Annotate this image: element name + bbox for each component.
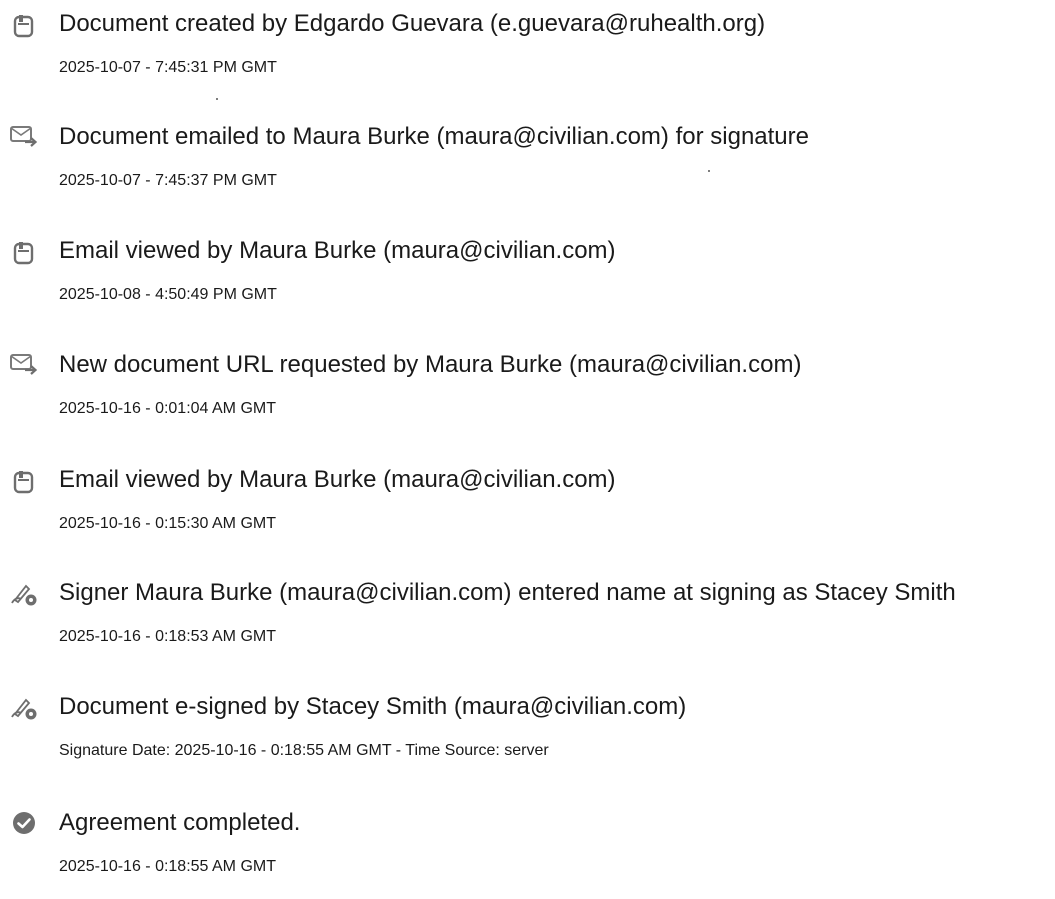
- event-timestamp: 2025-10-16 - 0:18:55 AM GMT: [59, 858, 276, 875]
- event-timestamp: 2025-10-07 - 7:45:31 PM GMT: [59, 59, 277, 76]
- event-description: Document e-signed by Stacey Smith (maura@civilian.com): [59, 693, 687, 720]
- event-timestamp: 2025-10-16 - 0:15:30 AM GMT: [59, 515, 276, 532]
- event-description: New document URL requested by Maura Burke (maura@civilian.com): [59, 351, 802, 378]
- event-timestamp: Signature Date: 2025-10-16 - 0:18:55 AM GMT - Time Source: server: [59, 742, 549, 759]
- email-sent-icon: [9, 124, 39, 150]
- audit-event: [0, 466, 1055, 556]
- event-description: Email viewed by Maura Burke (maura@civilian.com): [59, 466, 616, 493]
- event-timestamp: 2025-10-08 - 4:50:49 PM GMT: [59, 286, 277, 303]
- event-description: Agreement completed.: [59, 809, 301, 836]
- event-description: Document created by Edgardo Guevara (e.guevara@ruhealth.org): [59, 10, 766, 37]
- document-icon: [9, 13, 39, 39]
- signature-pen-icon: [9, 696, 39, 722]
- event-description: Signer Maura Burke (maura@civilian.com) entered name at signing as Stacey Smith: [59, 579, 956, 606]
- scan-speck: [216, 98, 218, 100]
- event-description: Document emailed to Maura Burke (maura@civilian.com) for signature: [59, 123, 809, 150]
- audit-event: [0, 809, 1055, 899]
- scan-speck: [708, 170, 710, 172]
- document-icon: [9, 240, 39, 266]
- event-timestamp: 2025-10-16 - 0:01:04 AM GMT: [59, 400, 276, 417]
- audit-event: [0, 579, 1055, 669]
- email-sent-icon: [9, 352, 39, 378]
- event-description: Email viewed by Maura Burke (maura@civilian.com): [59, 237, 616, 264]
- audit-event: [0, 693, 1055, 783]
- audit-event: [0, 351, 1055, 441]
- document-icon: [9, 469, 39, 495]
- signature-pen-icon: [9, 582, 39, 608]
- event-timestamp: 2025-10-16 - 0:18:53 AM GMT: [59, 628, 276, 645]
- checkmark-circle-icon: [9, 810, 39, 836]
- audit-event: [0, 237, 1055, 327]
- audit-event: [0, 10, 1055, 100]
- audit-event: [0, 123, 1055, 213]
- event-timestamp: 2025-10-07 - 7:45:37 PM GMT: [59, 172, 277, 189]
